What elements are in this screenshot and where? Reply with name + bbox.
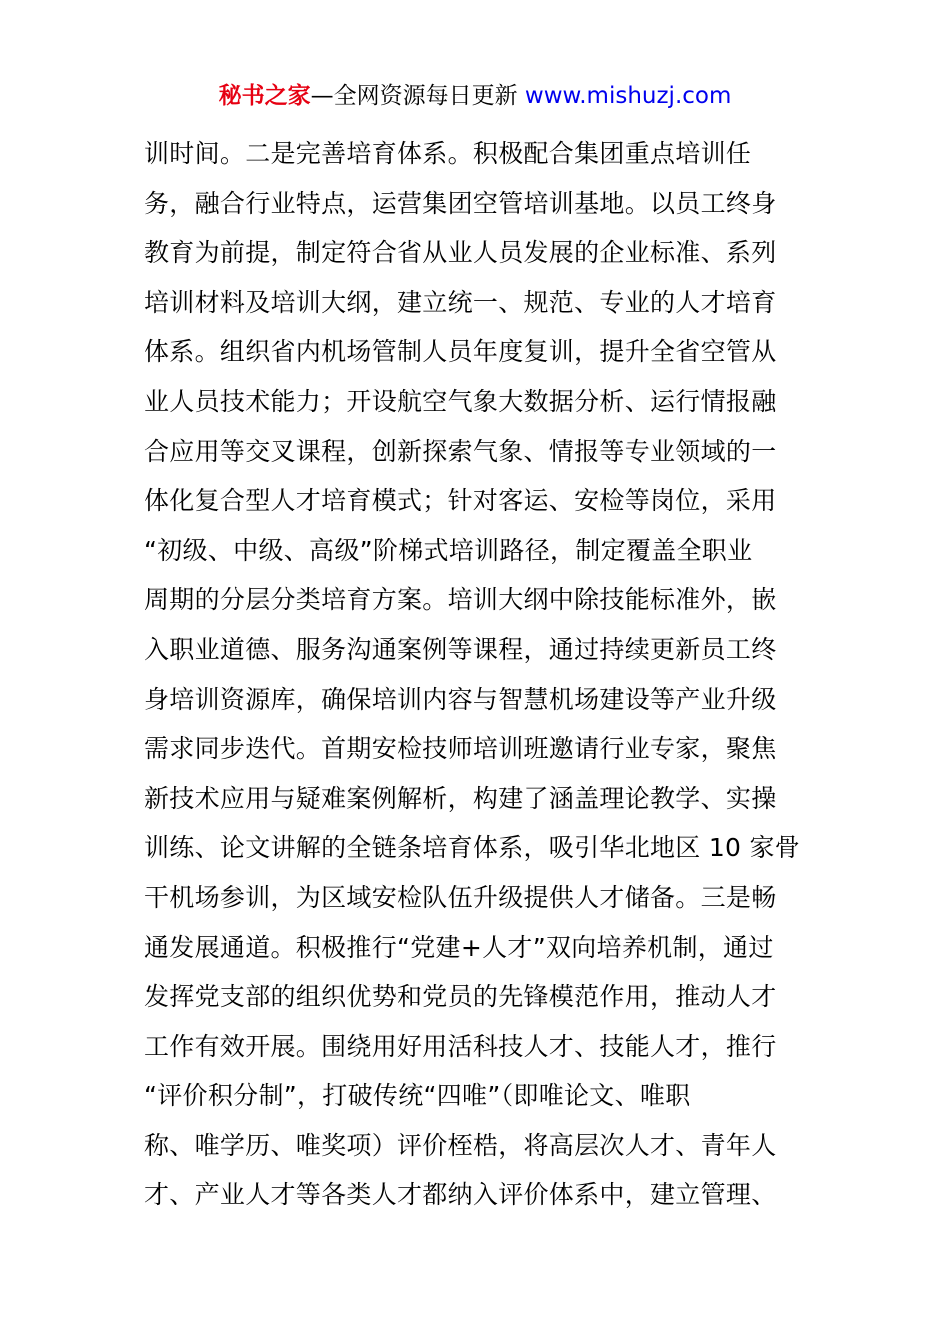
text-line: 新技术应用与疑难案例解析，构建了涵盖理论教学、实操	[144, 783, 777, 813]
text-line: 周期的分层分类培育方案。培训大纲中除技能标准外，嵌	[144, 585, 777, 615]
text-line: 才、产业人才等各类人才都纳入评价体系中，建立管理、	[144, 1180, 777, 1210]
text-line: 体化复合型人才培育模式；针对客运、安检等岗位，采用	[144, 486, 777, 516]
site-brand: 秘书之家	[218, 83, 311, 109]
text-line: 需求同步迭代。首期安检技师培训班邀请行业专家，聚焦	[144, 734, 777, 764]
text-line: 培训材料及培训大纲，建立统一、规范、专业的人才培育	[144, 287, 777, 317]
text-line: “评价积分制”，打破传统“四唯”（即唯论文、唯职	[144, 1081, 691, 1111]
text-line: 身培训资源库，确保培训内容与智慧机场建设等产业升级	[144, 684, 777, 714]
site-header	[0, 80, 950, 112]
text-line: 干机场参训，为区域安检队伍升级提供人才储备。三是畅	[144, 882, 777, 912]
text-line: 教育为前提，制定符合省从业人员发展的企业标准、系列	[144, 238, 777, 268]
site-tagline: —全网资源每日更新	[310, 83, 525, 109]
text-line: 称、唯学历、唯奖项）评价桎梏，将高层次人才、青年人	[144, 1130, 777, 1160]
text-line: 工作有效开展。围绕用好用活科技人才、技能人才，推行	[144, 1031, 777, 1061]
text-line: 通发展通道。积极推行“党建+人才”双向培养机制，通过	[144, 932, 774, 962]
text-line: 训时间。二是完善培育体系。积极配合集团重点培训任	[144, 139, 752, 168]
text-line: 业人员技术能力；开设航空气象大数据分析、运行情报融	[144, 386, 777, 416]
text-line: 合应用等交叉课程，创新探索气象、情报等专业领域的一	[144, 436, 777, 466]
text-line: 训练、论文讲解的全链条培育体系，吸引华北地区 10 家骨	[144, 833, 801, 863]
text-line: 体系。组织省内机场管制人员年度复训，提升全省空管从	[144, 337, 777, 367]
text-line: “初级、中级、高级”阶梯式培训路径，制定覆盖全职业	[144, 535, 753, 565]
text-line: 务，融合行业特点，运营集团空管培训基地。以员工终身	[144, 188, 777, 218]
text-line: 入职业道德、服务沟通案例等课程，通过持续更新员工终	[144, 634, 777, 664]
site-url-link[interactable]: www.mishuzj.com	[524, 83, 732, 109]
text-line: 发挥党支部的组织优势和党员的先锋模范作用，推动人才	[144, 982, 777, 1012]
document-body	[144, 129, 824, 1220]
